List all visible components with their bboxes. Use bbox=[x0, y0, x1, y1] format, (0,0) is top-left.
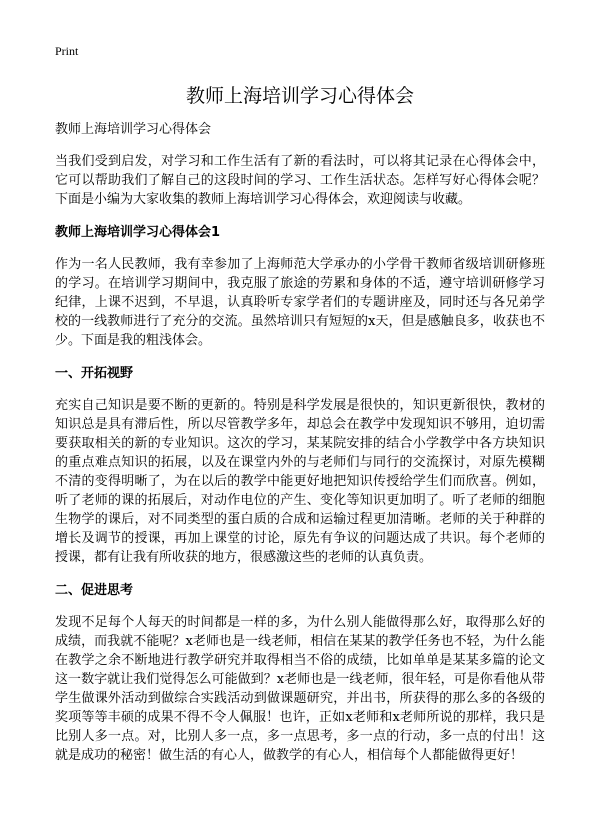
section-paragraph-vision: 充实自己知识是要不断的更新的。特别是科学发展是很快的，知识更新很快，教材的知识总是具有滞后性，所以尽管教学多年，却总会在教学中发现知识不够用，迫切需要获取相关的新的专业知识。这次的学习，某某院安排的结合小学教学中各方块知识的重点难点知识的拓展，以及在课堂内外的与老师们与同行的交流探讨，对原先模糊不清的变得明晰了，为在以后的教学中能更好地把知识传授给学生们而欣喜。例如，听了老师的课的拓展后，对动作电位的产生、变化等知识更加明了。听了老师的细胞生物学的课后，对不同类型的蛋白质的合成和运输过程更加清晰。老师的关于种群的增长及调节的授课，再加上课堂的讨论，原先有争议的问题达成了共识。每个老师的授课，都有让我有所收获的地方，很感激这些的老师的认真负责。 bbox=[55, 398, 545, 565]
section-heading-vision: 一、开拓视野 bbox=[55, 366, 134, 381]
document-subtitle: 教师上海培训学习心得体会 bbox=[55, 122, 212, 137]
print-label: Print bbox=[55, 44, 79, 58]
section-paragraph-thinking: 发现不足每个人每天的时间都是一样的多，为什么别人能做得那么好，取得那么好的成绩，而我就不能呢？x老师也是一线老师，相信在某某的教学任务也不轻，为什么能在教学之余不断地进行教学研究并取得相当不俗的成绩，比如单单是某某多篇的论文这一数字就让我们觉得怎么可能做到？x老师也是一线老师，很年轻，可是你看他从带学生做课外活动到做综合实践活动到做课题研究，并出书，所获得的那么多的各级的奖项等等丰硕的成果不得不令人佩服！也许，正如x老师和x老师所说的那样，我只是比别人多一点。对，比别人多一点，多一点思考，多一点的行动，多一点的付出！这就是成功的秘密！做生活的有心人，做教学的有心人，相信每个人都能做得更好！ bbox=[55, 615, 545, 763]
intro-paragraph: 当我们受到启发，对学习和工作生活有了新的看法时，可以将其记录在心得体会中，它可以帮助我们了解自己的这段时间的学习、工作生活状态。怎样写好心得体会呢？下面是小编为大家收集的教师上海培训学习心得体会，欢迎阅读与收藏。 bbox=[55, 154, 545, 207]
article-paragraph: 作为一名人民教师，我有幸参加了上海师范大学承办的小学骨干教师省级培训研修班的学习。在培训学习期间中，我克服了旅途的劳累和身体的不适，遵守培训研修学习纪律，上课不迟到，不早退，认真聆听专家学者们的专题讲座及，同时还与各兄弟学校的一线教师进行了充分的交流。虽然培训只有短短的x天，但是感触良多，收获也不少。下面是我的粗浅体会。 bbox=[55, 257, 545, 348]
section-heading-thinking: 二、促进思考 bbox=[55, 583, 134, 598]
page-title: 教师上海培训学习心得体会 bbox=[185, 85, 414, 107]
article-heading: 教师上海培训学习心得体会1 bbox=[55, 225, 221, 240]
